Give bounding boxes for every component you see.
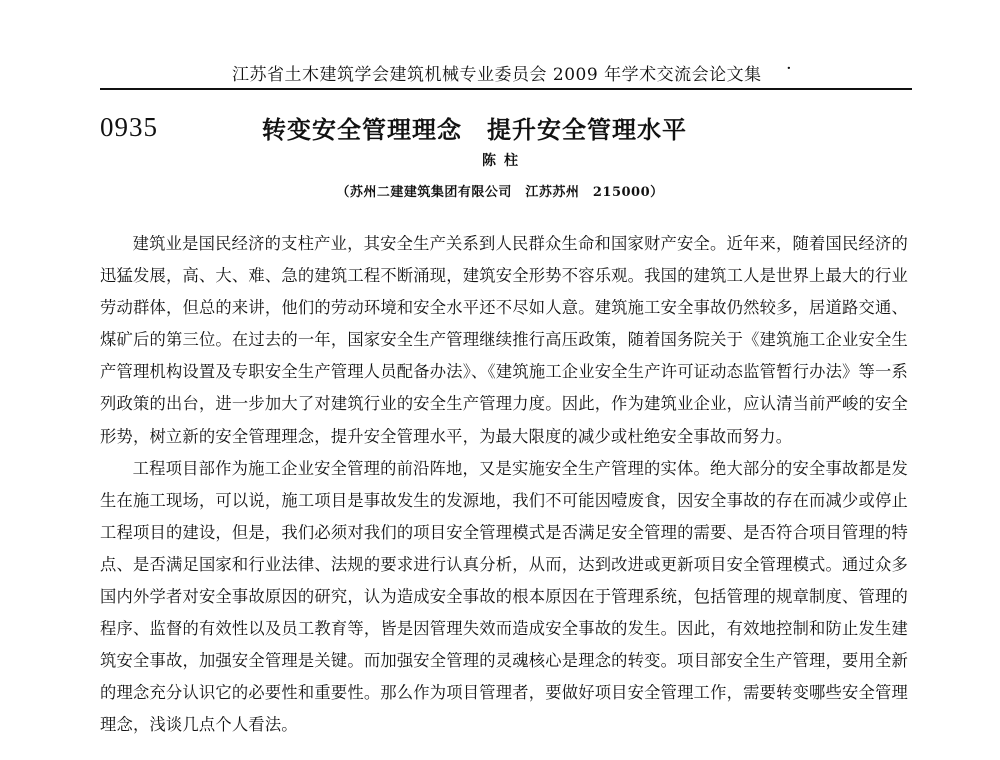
body-paragraph-2: 工程项目部作为施工企业安全管理的前沿阵地，又是实施安全生产管理的实体。绝大部分的安全事故都是发生在施工现场，可以说，施工项目是事故发生的发源地，我们不可能因噎废食，因安全事故的存在而减少或停止工程项目的建设，但是，我们必须对我们的项目安全管理模式是否满足安全管理的需要、是否符合项目管理的特点、是否满足国家和行业法律、法规的要求进行认真分析，从而，达到改进或更新项目安全管理模式。通过众多国内外学者对安全事故原因的研究，认为造成安全事故的根本原因在于管理系统，包括管理的规章制度、管理的程序、监督的有效性以及员工教育等，皆是因管理失效而造成安全事故的发生。因此，有效地控制和防止发生建筑安全事故，加强安全管理是关键。而加强安全管理的灵魂核心是理念的转变。项目部安全生产管理，要用全新的理念充分认识它的必要性和重要性。那么作为项目管理者，要做好项目安全管理工作，需要转变哪些安全管理理念，浅谈几点个人看法。	[100, 458, 908, 735]
body-paragraph-1: 建筑业是国民经济的支柱产业，其安全生产关系到人民群众生命和国家财产安全。近年来，随着国民经济的迅猛发展，高、大、难、急的建筑工程不断涌现，建筑安全形势不容乐观。我国的建筑工人是世界上最大的行业劳动群体，但总的来讲，他们的劳动环境和安全水平还不尽如人意。建筑施工安全事故仍然较多，居道路交通、煤矿后的第三位。在过去的一年，国家安全生产管理继续推行高压政策，随着国务院关于《建筑施工企业安全生产管理机构设置及专职安全生产管理人员配备办法》、《建筑施工企业安全生产许可证动态监管暂行办法》等一系列政策的出台，进一步加大了对建筑行业的安全生产管理力度。因此，作为建筑业企业，应认清当前严峻的安全形势，树立新的安全管理理念，提升安全管理水平，为最大限度的减少或杜绝安全事故而努力。	[100, 234, 908, 446]
article-body	[100, 228, 908, 742]
proceedings-title: 江苏省土木建筑学会建筑机械专业委员会 2009 年学术交流会论文集	[232, 65, 762, 85]
article-number: 0935	[100, 112, 158, 142]
author-affiliation: （苏州二建建筑集团有限公司 江苏苏州 215000）	[336, 185, 664, 200]
header-dot: ·	[786, 58, 792, 79]
article-title: 转变安全管理理念 提升安全管理水平	[262, 116, 687, 144]
author-name: 陈柱	[482, 153, 526, 169]
running-header	[0, 58, 1000, 88]
header-rule	[100, 88, 912, 90]
